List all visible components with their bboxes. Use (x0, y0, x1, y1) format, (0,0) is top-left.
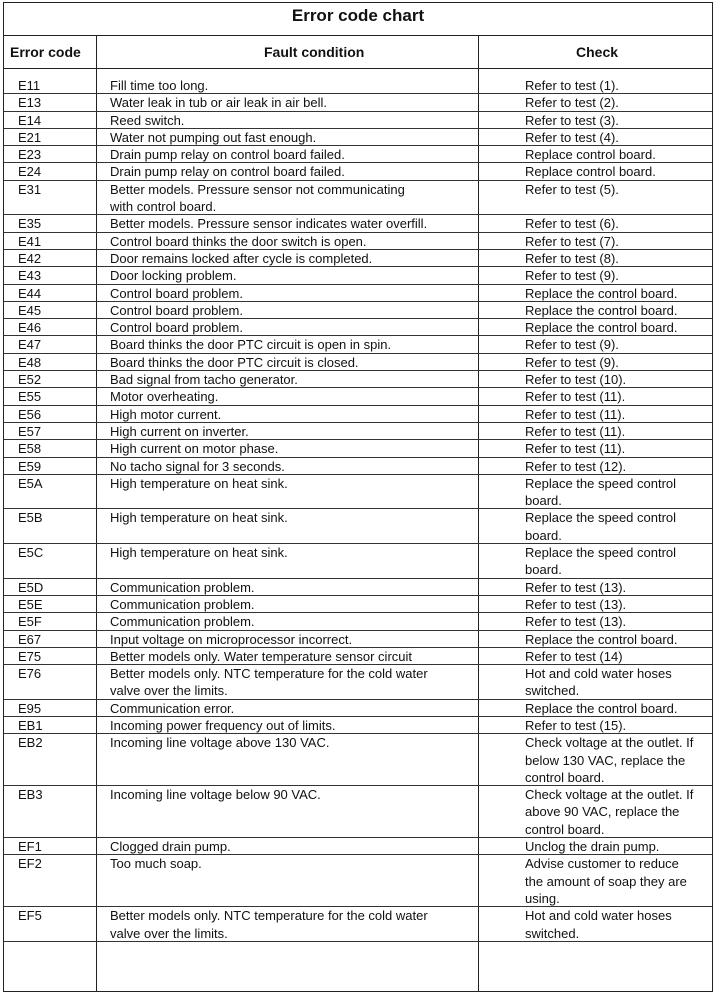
error-code-cell: E67 (18, 631, 42, 647)
fault-condition-cell: Incoming line voltage above 130 VAC. (110, 735, 330, 751)
error-code-cell: E5E (18, 596, 43, 612)
table-row (4, 406, 712, 423)
check-cell: Hot and cold water hoses switched. (525, 666, 672, 699)
table-row (4, 77, 712, 94)
check-cell: Refer to test (11). (525, 423, 626, 439)
table-row (4, 579, 712, 596)
error-code-cell: EB2 (18, 735, 43, 751)
check-cell: Refer to test (5). (525, 181, 619, 197)
error-code-table (3, 2, 713, 992)
table-title: Error code chart (4, 3, 712, 36)
fault-condition-cell: Control board problem. (110, 302, 243, 318)
check-cell: Refer to test (2). (525, 95, 619, 111)
table-row (4, 94, 712, 111)
table-row (4, 700, 712, 717)
table-row (4, 129, 712, 146)
fault-condition-cell: Better models. Pressure sensor indicates water overfill. (110, 216, 428, 232)
fault-condition-cell: Input voltage on microprocessor incorrect. (110, 631, 353, 647)
table-row (4, 388, 712, 405)
error-code-cell: E56 (18, 406, 42, 422)
table-row (4, 613, 712, 630)
fault-condition-cell: Water leak in tub or air leak in air bell. (110, 95, 328, 111)
error-code-cell: E21 (18, 129, 42, 145)
check-cell: Refer to test (9). (525, 337, 619, 353)
check-cell: Refer to test (13). (525, 596, 627, 612)
table-row (4, 112, 712, 129)
fault-condition-cell: High temperature on heat sink. (110, 475, 288, 491)
check-cell: Advise customer to reduce the amount of soap they are using. (525, 856, 687, 906)
fault-condition-cell: Bad signal from tacho generator. (110, 372, 298, 388)
error-code-cell: E13 (18, 95, 42, 111)
table-row (4, 336, 712, 353)
check-cell: Replace the control board. (525, 285, 678, 301)
table-row (4, 215, 712, 232)
fault-condition-cell: Fill time too long. (110, 78, 209, 93)
check-cell: Refer to test (7). (525, 233, 619, 249)
check-cell: Replace the control board. (525, 302, 678, 318)
check-cell: Refer to test (6). (525, 216, 619, 232)
fault-condition-cell: Control board problem. (110, 320, 243, 336)
error-code-cell: EB3 (18, 787, 43, 803)
table-row (4, 838, 712, 855)
table-row (4, 371, 712, 388)
check-cell: Refer to test (11). (525, 389, 626, 405)
error-code-cell: E35 (18, 216, 42, 232)
fault-condition-cell: Too much soap. (110, 856, 202, 872)
fault-condition-cell: Incoming line voltage below 90 VAC. (110, 787, 321, 803)
fault-condition-cell: Door locking problem. (110, 268, 237, 284)
check-cell: Refer to test (13). (525, 614, 627, 630)
check-cell: Replace control board. (525, 164, 656, 180)
fault-condition-cell: Better models only. NTC temperature for the cold water valve over the limits. (110, 908, 428, 941)
check-cell: Refer to test (9). (525, 268, 619, 284)
error-code-cell: E41 (18, 233, 42, 249)
error-code-cell: E24 (18, 164, 42, 180)
check-cell: Refer to test (3). (525, 112, 619, 128)
error-code-cell: E42 (18, 250, 42, 266)
table-row (4, 440, 712, 457)
fault-condition-cell: Board thinks the door PTC circuit is open in spin. (110, 337, 392, 353)
fault-condition-cell: High current on inverter. (110, 423, 249, 439)
fault-condition-cell: Incoming power frequency out of limits. (110, 717, 336, 733)
fault-condition-cell: Water not pumping out fast enough. (110, 129, 317, 145)
error-code-cell: E14 (18, 112, 42, 128)
fault-condition-cell: Drain pump relay on control board failed. (110, 147, 345, 163)
error-code-cell: E46 (18, 320, 42, 336)
header-check: Check (576, 44, 619, 60)
fault-condition-cell: Better models. Pressure sensor not communicating with control board. (110, 181, 405, 215)
error-code-cell: E47 (18, 337, 42, 353)
error-code-cell: E57 (18, 423, 42, 439)
fault-condition-cell: Better models only. NTC temperature for the cold water valve over the limits. (110, 666, 428, 699)
check-cell: Replace the control board. (525, 700, 678, 716)
error-code-cell: EF1 (18, 839, 42, 855)
error-code-cell: E44 (18, 285, 42, 301)
error-code-cell: E58 (18, 441, 42, 457)
fault-condition-cell: Door remains locked after cycle is completed. (110, 250, 373, 266)
table-row (4, 458, 712, 475)
fault-condition-cell: Reed switch. (110, 112, 185, 128)
table-row (4, 475, 712, 510)
table-row (4, 648, 712, 665)
fault-condition-cell: Communication problem. (110, 596, 255, 612)
table-row (4, 233, 712, 250)
check-cell: Check voltage at the outlet. If above 90 VAC, replace the control board. (525, 787, 694, 837)
table-row (4, 250, 712, 267)
error-code-cell: E5B (18, 510, 43, 526)
error-code-cell: E75 (18, 648, 42, 664)
fault-condition-cell: Motor overheating. (110, 389, 219, 405)
fault-condition-cell: High temperature on heat sink. (110, 510, 288, 526)
table-row (4, 267, 712, 284)
error-code-cell: E23 (18, 147, 42, 163)
fault-condition-cell: Board thinks the door PTC circuit is closed. (110, 354, 359, 370)
error-code-cell: EB1 (18, 717, 43, 733)
table-row (4, 855, 712, 907)
error-code-cell: E76 (18, 666, 42, 682)
fault-condition-cell: Clogged drain pump. (110, 839, 231, 855)
table-row (4, 786, 712, 838)
check-cell: Refer to test (13). (525, 579, 627, 595)
error-code-cell: E5D (18, 579, 44, 595)
check-cell: Refer to test (10). (525, 372, 627, 388)
check-cell: Replace the control board. (525, 320, 678, 336)
table-body (4, 77, 712, 942)
fault-condition-cell: Control board problem. (110, 285, 243, 301)
header-fault-condition: Fault condition (264, 44, 365, 60)
check-cell: Check voltage at the outlet. If below 130 VAC, replace the control board. (525, 735, 694, 785)
table-row (4, 285, 712, 302)
table-row (4, 665, 712, 700)
error-code-cell: E43 (18, 268, 42, 284)
check-cell: Replace the speed control board. (525, 510, 677, 543)
check-cell: Refer to test (11). (525, 406, 626, 422)
table-row (4, 302, 712, 319)
check-cell: Refer to test (11). (525, 441, 626, 457)
error-code-cell: EF2 (18, 856, 42, 872)
fault-condition-cell: Drain pump relay on control board failed. (110, 164, 345, 180)
check-cell: Hot and cold water hoses switched. (525, 908, 672, 941)
check-cell: Replace the speed control board. (525, 545, 677, 578)
fault-condition-cell: Communication error. (110, 700, 235, 716)
fault-condition-cell: Control board thinks the door switch is open. (110, 233, 367, 249)
check-cell: Refer to test (14) (525, 648, 623, 664)
table-row (4, 509, 712, 544)
error-code-cell: E45 (18, 302, 42, 318)
error-code-cell: E52 (18, 372, 42, 388)
fault-condition-cell: Communication problem. (110, 579, 255, 595)
error-code-cell: E11 (18, 78, 41, 93)
check-cell: Replace the control board. (525, 631, 678, 647)
check-cell: Refer to test (4). (525, 129, 619, 145)
fault-condition-cell: Communication problem. (110, 614, 255, 630)
table-row (4, 596, 712, 613)
error-code-cell: E31 (18, 181, 42, 197)
check-cell: Refer to test (8). (525, 250, 619, 266)
check-cell: Refer to test (9). (525, 354, 619, 370)
table-row (4, 146, 712, 163)
table-row (4, 181, 712, 216)
table-row (4, 163, 712, 180)
check-cell: Replace control board. (525, 147, 656, 163)
table-row (4, 354, 712, 371)
fault-condition-cell: Better models only. Water temperature sensor circuit (110, 648, 413, 664)
error-code-cell: E5C (18, 545, 44, 561)
error-code-cell: E95 (18, 700, 42, 716)
table-row (4, 907, 712, 942)
check-cell: Unclog the drain pump. (525, 839, 660, 855)
table-row (4, 544, 712, 579)
table-row (4, 423, 712, 440)
error-code-cell: E48 (18, 354, 42, 370)
check-cell: Refer to test (12). (525, 458, 627, 474)
header-divider (4, 68, 712, 69)
fault-condition-cell: High motor current. (110, 406, 222, 422)
table-row (4, 319, 712, 336)
error-code-cell: E5F (18, 614, 42, 630)
error-code-cell: EF5 (18, 908, 42, 924)
header-error-code: Error code (10, 44, 81, 60)
check-cell: Refer to test (15). (525, 717, 627, 733)
fault-condition-cell: No tacho signal for 3 seconds. (110, 458, 285, 474)
fault-condition-cell: High temperature on heat sink. (110, 545, 288, 561)
fault-condition-cell: High current on motor phase. (110, 441, 279, 457)
table-row (4, 631, 712, 648)
error-code-cell: E55 (18, 389, 42, 405)
error-code-cell: E59 (18, 458, 42, 474)
table-row (4, 717, 712, 734)
check-cell: Replace the speed control board. (525, 475, 677, 509)
error-code-cell: E5A (18, 475, 43, 491)
table-row (4, 734, 712, 786)
check-cell: Refer to test (1). (525, 78, 619, 93)
